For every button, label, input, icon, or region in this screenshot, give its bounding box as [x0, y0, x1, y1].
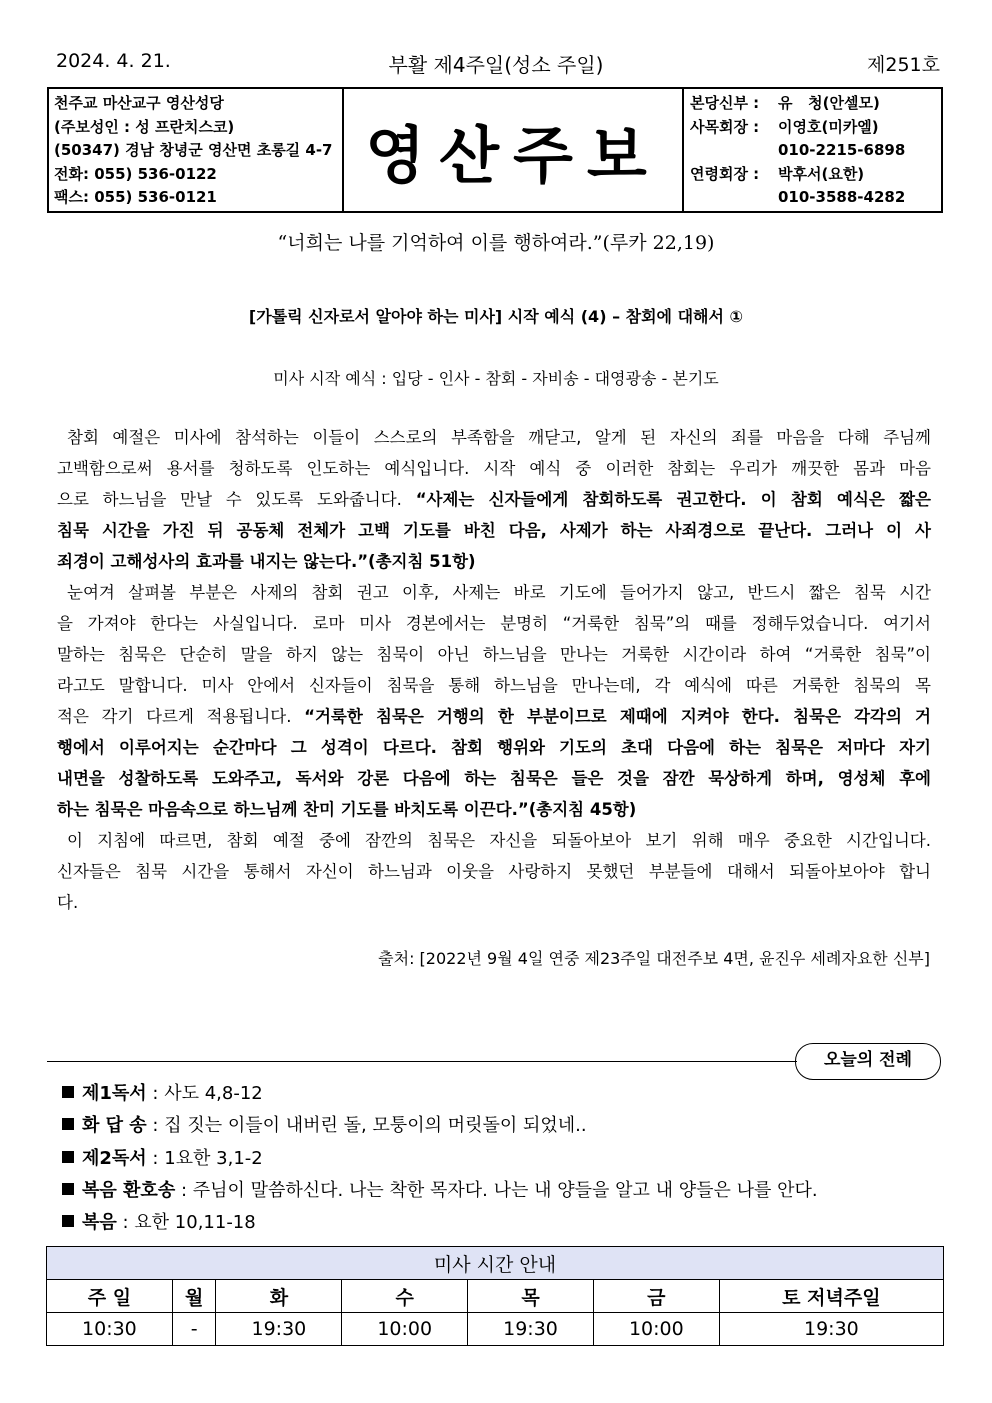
article-text: 다.: [57, 893, 79, 912]
reading-text: : 1요한 3,1-2: [146, 1147, 263, 1169]
staff-role: 본당신부 :: [690, 94, 760, 112]
article-line: [57, 580, 931, 611]
parish-phone: 전화: 055) 536-0122: [54, 164, 217, 183]
staff-name: 유 청(안셀모): [778, 94, 880, 112]
reading-label: 제2독서: [82, 1147, 147, 1169]
article-title: [가톨릭 신자로서 알아야 하는 미사] 시작 예식 (4) – 참회에 대해서 ①: [248, 307, 744, 326]
article-line: [57, 890, 931, 921]
parish-name: 천주교 마산교구 영산성당: [54, 94, 224, 112]
liturgical-occasion: 부활 제4주일(성소 주일): [388, 53, 604, 77]
article-quote-text: 내면을 성찰하도록 도와주고, 독서와 강론 다음에 하는 침묵은 들은 것을 잠깐 묵상하게 하며, 영성체 후에: [57, 769, 931, 788]
article-quote-text: 침묵 시간을 가진 뒤 공동체 전체가 고백 기도를 바친 다음, 사제가 하는 사죄경으로 끝난다. 그러나 이 사: [57, 521, 931, 540]
day-header: 수: [342, 1280, 468, 1313]
article-line: [57, 456, 931, 487]
reading-item: [62, 1080, 818, 1112]
staff-role: [690, 186, 778, 210]
todays-liturgy-badge: 오늘의 전례: [795, 1043, 941, 1080]
article-line: [57, 611, 931, 642]
article-line: [57, 735, 931, 766]
council-president-phone: [690, 139, 941, 163]
reading-text: : 주님이 말씀하신다. 나는 착한 목자다. 나는 내 양들을 알고 내 양들은 나를 안다.: [175, 1179, 818, 1201]
article-line: [57, 704, 931, 735]
article-quote-text: 하는 침묵은 마음속으로 하느님께 찬미 기도를 바치도록 이끈다.”(총지침 45항): [57, 800, 637, 819]
article-line: [57, 828, 931, 859]
staff-name: 박후서(요한): [778, 164, 865, 183]
staff-role: 연령회장 :: [690, 164, 760, 183]
day-header: 주 일: [47, 1280, 173, 1313]
article-text: 을 가져야 한다는 사실입니다. 로마 미사 경본에서는 분명히 “거룩한 침묵”의 때를 정해두었습니다. 여기서: [57, 614, 931, 633]
staff-name: 이영호(미카엘): [778, 117, 879, 136]
article-text: 말하는 침묵은 단순히 말을 하지 않는 침묵이 아닌 하느님을 만나는 거룩한 시간이라 하여 “거룩한 침묵”이: [57, 645, 931, 664]
section-divider: [47, 1061, 797, 1062]
day-header: 월: [172, 1280, 216, 1313]
mass-time: 10:00: [342, 1313, 468, 1346]
bullet-square-icon: [62, 1118, 74, 1130]
reading-item: [62, 1145, 818, 1177]
mass-times-caption: 미사 시간 안내: [47, 1247, 944, 1280]
staff-role: [690, 139, 778, 163]
staff-phone: 010-3588-4282: [778, 188, 906, 206]
day-header: 금: [593, 1280, 719, 1313]
funeral-society-president: [690, 163, 941, 187]
mass-time: 10:30: [47, 1313, 173, 1346]
funeral-society-phone: [690, 186, 941, 210]
mass-time: -: [172, 1313, 216, 1346]
article-quote-text: “사제는 신자들에게 참회하도록 권고한다. 이 참회 예식은 짧은: [415, 490, 931, 509]
days-row: [47, 1280, 944, 1313]
article-quote-text: 행에서 이루어지는 순간마다 그 성격이 다르다. 참회 행위와 기도의 초대 다음에 하는 침묵은 저마다 자기: [57, 738, 931, 757]
article-body: [57, 425, 931, 921]
staff-info: [684, 89, 941, 211]
bullet-square-icon: [62, 1215, 74, 1227]
article-line: [57, 673, 931, 704]
reading-text: : 사도 4,8-12: [146, 1083, 263, 1104]
reading-label: 복음: [82, 1212, 117, 1234]
article-text: 고백함으로써 용서를 청하도록 인도하는 예식입니다. 시작 예식 중 이러한 참회는 우리가 깨끗한 몸과 마음: [57, 459, 931, 478]
article-text: 참회 예절은 미사에 참석하는 이들이 스스로의 부족함을 깨닫고, 알게 된 자신의 죄를 마음을 다해 주님께: [67, 428, 931, 447]
mass-time: 19:30: [468, 1313, 594, 1346]
bullet-square-icon: [62, 1183, 74, 1195]
masthead: [47, 87, 943, 213]
pastor: [690, 92, 941, 116]
article-text: 눈여겨 살펴볼 부분은 사제의 참회 권고 이후, 사제는 바로 기도에 들어가지 않고, 반드시 짧은 침묵 시간: [67, 583, 931, 602]
parish-info: [49, 89, 344, 211]
bulletin-title: 영산주보: [344, 89, 684, 211]
article-quote-text: “거룩한 침묵은 거행의 한 부분이므로 제때에 지켜야 한다. 침묵은 각각의 거: [304, 707, 931, 726]
mass-times-table: [46, 1246, 944, 1346]
times-row: [47, 1313, 944, 1346]
day-header: 목: [468, 1280, 594, 1313]
issue-number: 제251호: [867, 54, 940, 76]
mass-time: 19:30: [719, 1313, 943, 1346]
reading-label: 복음 환호송: [82, 1179, 176, 1201]
mass-time: 10:00: [593, 1313, 719, 1346]
article-line: [57, 487, 931, 518]
rite-sequence: 미사 시작 예식 : 입당 - 인사 - 참회 - 자비송 - 대영광송 - 본기도: [273, 369, 719, 388]
article-line: [57, 425, 931, 456]
reading-item: [62, 1177, 818, 1209]
bullet-square-icon: [62, 1086, 74, 1098]
article-text: 신자들은 침묵 시간을 통해서 자신이 하느님과 이웃을 사랑하지 못했던 부분들에 대해서 되돌아보아야 합니: [57, 862, 931, 881]
council-president: [690, 116, 941, 140]
article-line: [57, 797, 931, 828]
staff-phone: 010-2215-6898: [778, 141, 906, 159]
scripture-quote: “너희는 나를 기억하여 이를 행하여라.”(루카 22,19): [277, 232, 715, 254]
article-line: [57, 859, 931, 890]
parish-address: (50347) 경남 창녕군 영산면 초롱길 4-7: [54, 141, 333, 159]
article-source: 출처: [2022년 9월 4일 연중 제23주일 대전주보 4면, 윤진우 세례자요한 신부]: [378, 949, 930, 968]
readings-list: [62, 1080, 818, 1241]
article-line: [57, 549, 931, 580]
reading-text: : 요한 10,11-18: [116, 1212, 256, 1234]
article-line: [57, 642, 931, 673]
reading-label: 화 답 송: [82, 1115, 147, 1137]
bullet-square-icon: [62, 1151, 74, 1163]
staff-role: 사목회장 :: [690, 117, 760, 136]
reading-text: : 집 짓는 이들이 내버린 돌, 모퉁이의 머릿돌이 되었네..: [146, 1115, 587, 1137]
issue-date: 2024. 4. 21.: [56, 50, 171, 72]
day-header: 토 저녁주일: [719, 1280, 943, 1313]
reading-label: 제1독서: [82, 1083, 147, 1104]
article-quote-text: 죄경이 고해성사의 효과를 내지는 않는다.”(총지침 51항): [57, 552, 476, 571]
mass-time: 19:30: [216, 1313, 342, 1346]
article-text: 이 지침에 따르면, 참회 예절 중에 잠깐의 침묵은 자신을 되돌아보아 보기 위해 매우 중요한 시간입니다.: [67, 831, 931, 850]
article-text: 라고도 말합니다. 미사 안에서 신자들이 침묵을 통해 하느님을 만나는데, 각 예식에 따른 거룩한 침묵의 목: [57, 676, 931, 695]
reading-item: [62, 1112, 818, 1144]
parish-fax: 팩스: 055) 536-0121: [54, 188, 217, 206]
article-text: 적은 각기 다르게 적용됩니다.: [57, 707, 305, 726]
reading-item: [62, 1209, 818, 1241]
patron-saint: (주보성인 : 성 프란치스코): [54, 117, 235, 136]
day-header: 화: [216, 1280, 342, 1313]
article-line: [57, 518, 931, 549]
article-text: 으로 하느님을 만날 수 있도록 도와줍니다.: [57, 490, 416, 509]
article-line: [57, 766, 931, 797]
